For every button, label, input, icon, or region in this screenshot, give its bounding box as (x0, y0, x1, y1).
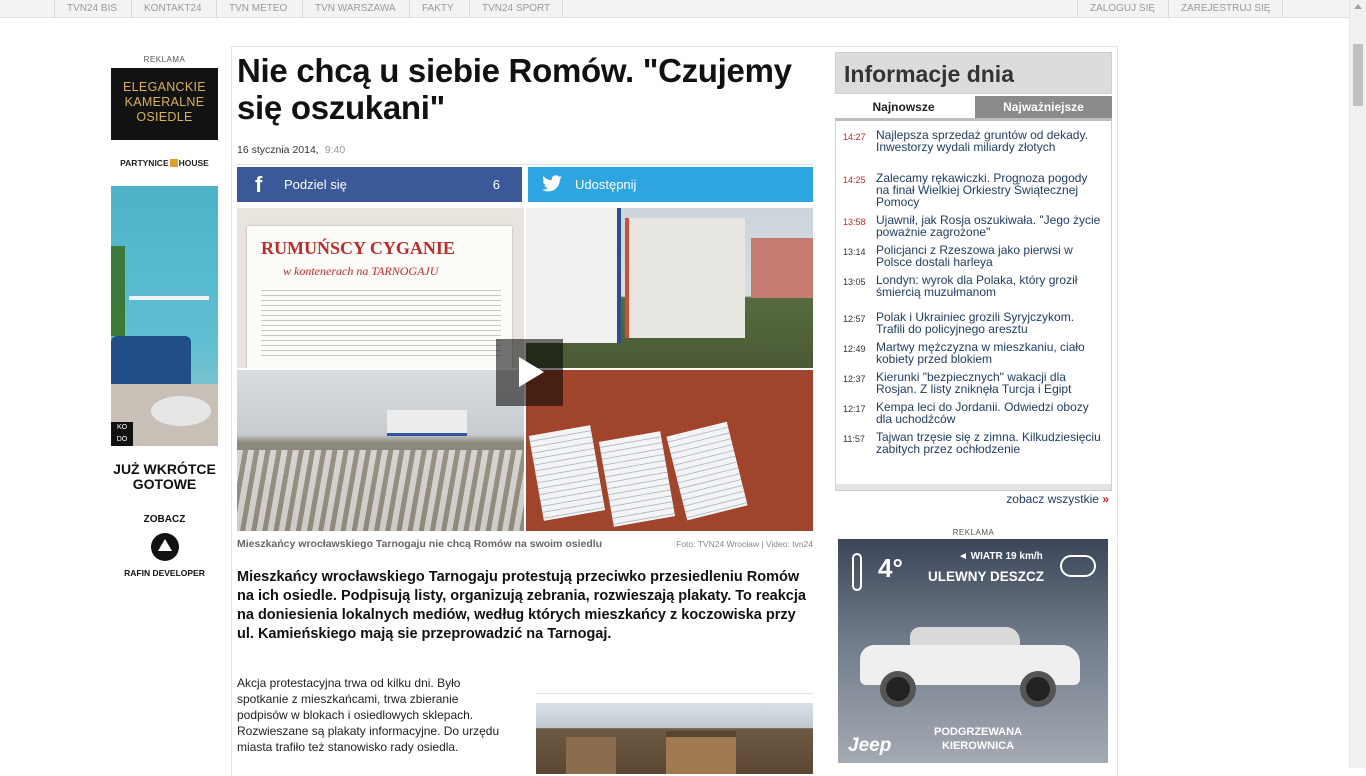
facebook-share-label: Podziel się (284, 177, 347, 192)
news-headline-link[interactable]: Zalecamy rękawiczki. Prognoza pogody na finał Wielkiej Orkiestry Świątecznej Pomocy (876, 171, 1088, 209)
article (237, 52, 813, 754)
news-time: 12:37 (843, 374, 866, 384)
news-sidebar (835, 52, 1112, 491)
sofa-shape (111, 336, 191, 384)
news-headline-link[interactable]: Kempa leci do Jordanii. Odwiedzi obozy dla uchodźców (876, 400, 1089, 426)
login-link[interactable]: ZALOGUJ SIĘ (1077, 0, 1167, 18)
photo-credit: Foto: TVN24 Wrocław | Video: tvn24 (676, 539, 813, 549)
article-lead: Mieszkańcy wrocławskiego Tarnogaju protestują przeciwko przesiedleniu Romów na ich osiedle. Podpisują listy, organizują zebrania, rozwieszają plakaty. To reakcja na doniesienia lokalnych mediów, według których mieszkańcy z koczowiska przy ul. Kamieńskiego mają sie przeprowadzić na Tarnogaj. (237, 569, 806, 642)
ad-partner-name-a: PARTYNICE (120, 158, 169, 168)
rug-shape (151, 396, 211, 426)
photo-petition-sheets (526, 370, 813, 531)
news-sidebar-title: Informacje dnia (835, 52, 1112, 94)
photo-protest-sign (237, 208, 524, 368)
jeep-advertisement[interactable] (838, 539, 1108, 763)
news-list (835, 118, 1112, 491)
house-square-icon (170, 159, 178, 167)
see-all-label: zobacz wszystkie (1006, 492, 1099, 506)
photo-containers (526, 208, 813, 368)
nav-link-tvn24-bis[interactable]: TVN24 BIS (54, 0, 129, 18)
facebook-share-button[interactable] (237, 167, 522, 202)
sign-title: RUMUŃSCY CYGANIE (261, 238, 455, 258)
play-video-button[interactable] (496, 339, 563, 406)
nav-link-kontakt24[interactable]: KONTAKT24 (131, 0, 214, 18)
ad-rain-text: ULEWNY DESZCZ (928, 569, 1045, 584)
article-body-paragraph: Akcja protestacyjna trwa od kilku dni. Było spotkanie z mieszkańcami, trwa zbieranie podpisów w blokach i osiedlowych sklepach. Rozwieszane są plakaty informacyjne. Do urzędu miasta trafiło też stanowisko rady osiedla. (237, 676, 500, 754)
news-time: 12:49 (843, 344, 866, 354)
news-headline-link[interactable]: Polak i Ukrainiec grozili Syryjczykom. Trafili do policyjnego aresztu (876, 310, 1075, 336)
article-date: 16 stycznia 2014, (237, 144, 319, 156)
plant-shape (111, 246, 125, 336)
jeep-logo: Jeep (848, 735, 892, 756)
rain-cloud-icon (1060, 555, 1096, 577)
ad-temperature: 4° (878, 553, 903, 583)
twitter-bird-icon (540, 175, 564, 193)
arrow-right-icon: » (1102, 492, 1109, 506)
news-tabs (835, 94, 1112, 118)
ad-see-text: ZOBACZ (143, 514, 186, 525)
news-headline-link[interactable]: Najlepsza sprzedaż gruntów od dekady. Inwestorzy wydali miliardy złotych (876, 128, 1088, 154)
article-title: Nie chcą u siebie Romów. "Czujemy się oszukani" (237, 52, 792, 126)
developer-logo-icon (151, 533, 179, 561)
nav-link-tvn-meteo[interactable]: TVN METEO (216, 0, 299, 18)
vertical-scrollbar[interactable] (1349, 0, 1366, 768)
tab-most-important[interactable]: Najważniejsze (975, 96, 1112, 118)
news-headline-link[interactable]: Ujawnił, jak Rosja oszukiwała. "Jego życie poważnie zagrożone" (876, 213, 1101, 239)
left-advertisement[interactable] (111, 55, 218, 578)
nav-link-fakty[interactable]: FAKTY (409, 0, 466, 18)
top-navigation (0, 0, 1349, 18)
news-time: 12:57 (843, 314, 866, 324)
news-time: 11:57 (843, 434, 865, 444)
play-icon (519, 357, 544, 387)
caption-text: Mieszkańcy wrocławskiego Tarnogaju nie chcą Romów na swoim osiedlu (237, 538, 603, 550)
ad-wind-text: ◄ WIATR 19 km/h (958, 551, 1043, 562)
tab-latest[interactable]: Najnowsze (835, 96, 972, 118)
news-time: 14:25 (843, 175, 866, 185)
ad-label: REKLAMA (952, 528, 995, 537)
scrollbar-thumb[interactable] (1353, 44, 1363, 106)
article-time: 9:40 (324, 144, 346, 156)
news-time: 13:58 (843, 217, 866, 227)
car-image (860, 627, 1080, 707)
news-time: 12:17 (843, 404, 866, 414)
news-headline-link[interactable]: Policjanci z Rzeszowa jako pierwsi w Polsce dostali harleya (876, 243, 1073, 269)
nav-link-tvn24-sport[interactable]: TVN24 SPORT (469, 0, 563, 18)
ad-developer-name: RAFIN DEVELOPER (124, 568, 205, 578)
twitter-share-label: Udostępnij (575, 177, 637, 192)
news-time: 13:05 (843, 277, 866, 287)
scroll-up-arrow-icon[interactable] (1354, 4, 1362, 9)
thermometer-icon (852, 553, 862, 591)
register-link[interactable]: ZAREJESTRUJ SIĘ (1168, 0, 1283, 18)
shelf-shape (129, 296, 209, 300)
photo-snowy-field (237, 370, 524, 531)
photo-caption (237, 538, 813, 550)
news-headline-link[interactable]: Londyn: wyrok dla Polaka, który groził śmiercią muzułmanom (876, 273, 1078, 299)
ad-soon-text: JUŻ WKRÓTCE GOTOWE (113, 461, 216, 492)
article-meta (237, 144, 813, 165)
facebook-icon: f (255, 172, 263, 197)
news-time: 14:27 (843, 132, 866, 142)
news-headline-link[interactable]: Tajwan trzęsie się z zimna. Kilkudziesięciu zabitych przez ochłodzenie (876, 430, 1101, 456)
article-video-thumbnail[interactable] (237, 208, 813, 531)
news-time: 13:14 (843, 247, 866, 257)
ad-heated-wheel-text: PODGRZEWANA KIEROWNICA (934, 726, 1022, 752)
news-list-footer-bar (836, 484, 1111, 490)
twitter-share-button[interactable] (528, 167, 813, 202)
news-headline-link[interactable]: Kierunki "bezpiecznych" wakacji dla Rosjan. Z listy zniknęła Turcja i Egipt (876, 370, 1072, 396)
sign-subtitle: w kontenerach na TARNOGAJU (283, 264, 439, 278)
nav-link-tvn-warszawa[interactable]: TVN WARSZAWA (302, 0, 408, 18)
kodo-logo: KO DO (111, 422, 133, 446)
ad-partner-logo (111, 158, 218, 168)
ad-brand-banner: ELEGANCKIE KAMERALNE OSIEDLE (111, 68, 218, 140)
see-all-news-link[interactable] (835, 492, 1109, 506)
ad-partner-name-b: HOUSE (178, 158, 209, 168)
ad-label: REKLAMA (143, 55, 186, 64)
facebook-share-count: 6 (492, 177, 500, 192)
news-headline-link[interactable]: Martwy mężczyzna w mieszkaniu, ciało kobiety przed blokiem (876, 340, 1085, 366)
ad-interior-image (111, 186, 218, 446)
inline-photo[interactable] (536, 693, 813, 773)
